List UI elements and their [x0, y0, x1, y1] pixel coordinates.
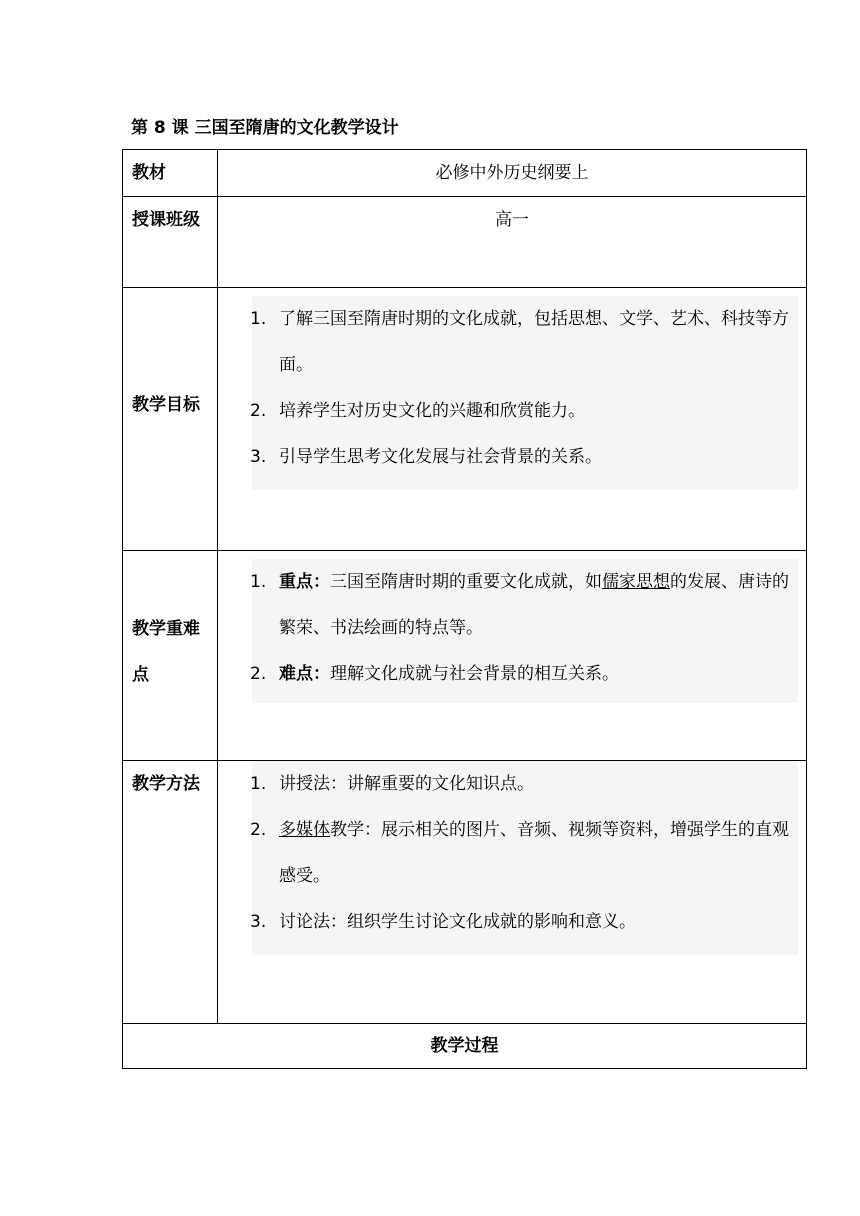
list-number: 1.: [250, 309, 267, 329]
table-row-process: [123, 1024, 807, 1069]
list-number: 3.: [250, 912, 267, 932]
list-item: [252, 807, 798, 899]
list-item-text: 讲授法：讲解重要的文化知识点。: [279, 774, 534, 794]
methods-label-text: 教学方法: [132, 774, 200, 794]
class-value: 高一: [218, 197, 807, 288]
list-number: 3.: [250, 447, 267, 467]
key-points-label: [123, 551, 218, 761]
process-heading: 教学过程: [123, 1024, 807, 1069]
list-item: [252, 899, 798, 945]
methods-label: [123, 761, 218, 1024]
table-row-key-points: [123, 551, 807, 761]
list-number: 2.: [250, 820, 267, 840]
list-number: 2.: [250, 401, 267, 421]
list-number: 1.: [250, 572, 267, 592]
list-number: 2.: [250, 664, 267, 684]
list-item-text: 讨论法：组织学生讨论文化成就的影响和意义。: [279, 912, 636, 932]
confucianism-link[interactable]: 儒家思想: [602, 572, 670, 592]
objectives-cell: [218, 288, 807, 551]
page-title: 第 8 课 三国至隋唐的文化教学设计: [131, 118, 399, 138]
list-item-text: 的发展、唐诗的繁荣、书法绘画的特点等。: [279, 572, 789, 638]
key-point-separator: ：: [313, 572, 330, 592]
list-item: [252, 559, 798, 651]
list-item-text: 了解三国至隋唐时期的文化成就，包括思想、文学、艺术、科技等方面。: [279, 309, 789, 375]
objectives-label: [123, 288, 218, 551]
list-item: [252, 296, 798, 388]
textbook-value: 必修中外历史纲要上: [218, 150, 807, 197]
table-row-textbook: [123, 150, 807, 197]
lesson-plan-table: [122, 149, 807, 1069]
objectives-list: [252, 296, 798, 480]
list-item: [252, 434, 798, 480]
list-item: [252, 761, 798, 807]
objectives-list-box: [252, 296, 798, 490]
table-row-objectives: [123, 288, 807, 551]
textbook-label: 教材: [123, 150, 218, 197]
list-item: [252, 388, 798, 434]
objectives-label-text: 教学目标: [132, 395, 200, 415]
methods-cell: [218, 761, 807, 1024]
multimedia-link[interactable]: 多媒体: [279, 820, 330, 840]
key-points-cell: [218, 551, 807, 761]
difficulty-separator: ：: [313, 664, 330, 684]
table-row-methods: [123, 761, 807, 1024]
difficulty-lead: 难点: [279, 664, 313, 684]
list-item-text: 三国至隋唐时期的重要文化成就，如: [330, 572, 602, 592]
key-point-lead: 重点: [279, 572, 313, 592]
list-item-text: 理解文化成就与社会背景的相互关系。: [330, 664, 619, 684]
list-number: 1.: [250, 774, 267, 794]
methods-list: [252, 761, 798, 945]
key-points-label-text: 教学重难点: [132, 618, 200, 685]
list-item-text: 培养学生对历史文化的兴趣和欣赏能力。: [279, 401, 585, 421]
list-item-text: 引导学生思考文化发展与社会背景的关系。: [279, 447, 602, 467]
list-item: [252, 651, 798, 697]
key-points-list: [252, 559, 798, 697]
table-row-class: [123, 197, 807, 288]
methods-list-box: [252, 761, 798, 955]
class-label: 授课班级: [123, 197, 218, 288]
list-item-text: 教学：展示相关的图片、音频、视频等资料，增强学生的直观感受。: [279, 820, 789, 886]
key-points-list-box: [252, 559, 798, 703]
